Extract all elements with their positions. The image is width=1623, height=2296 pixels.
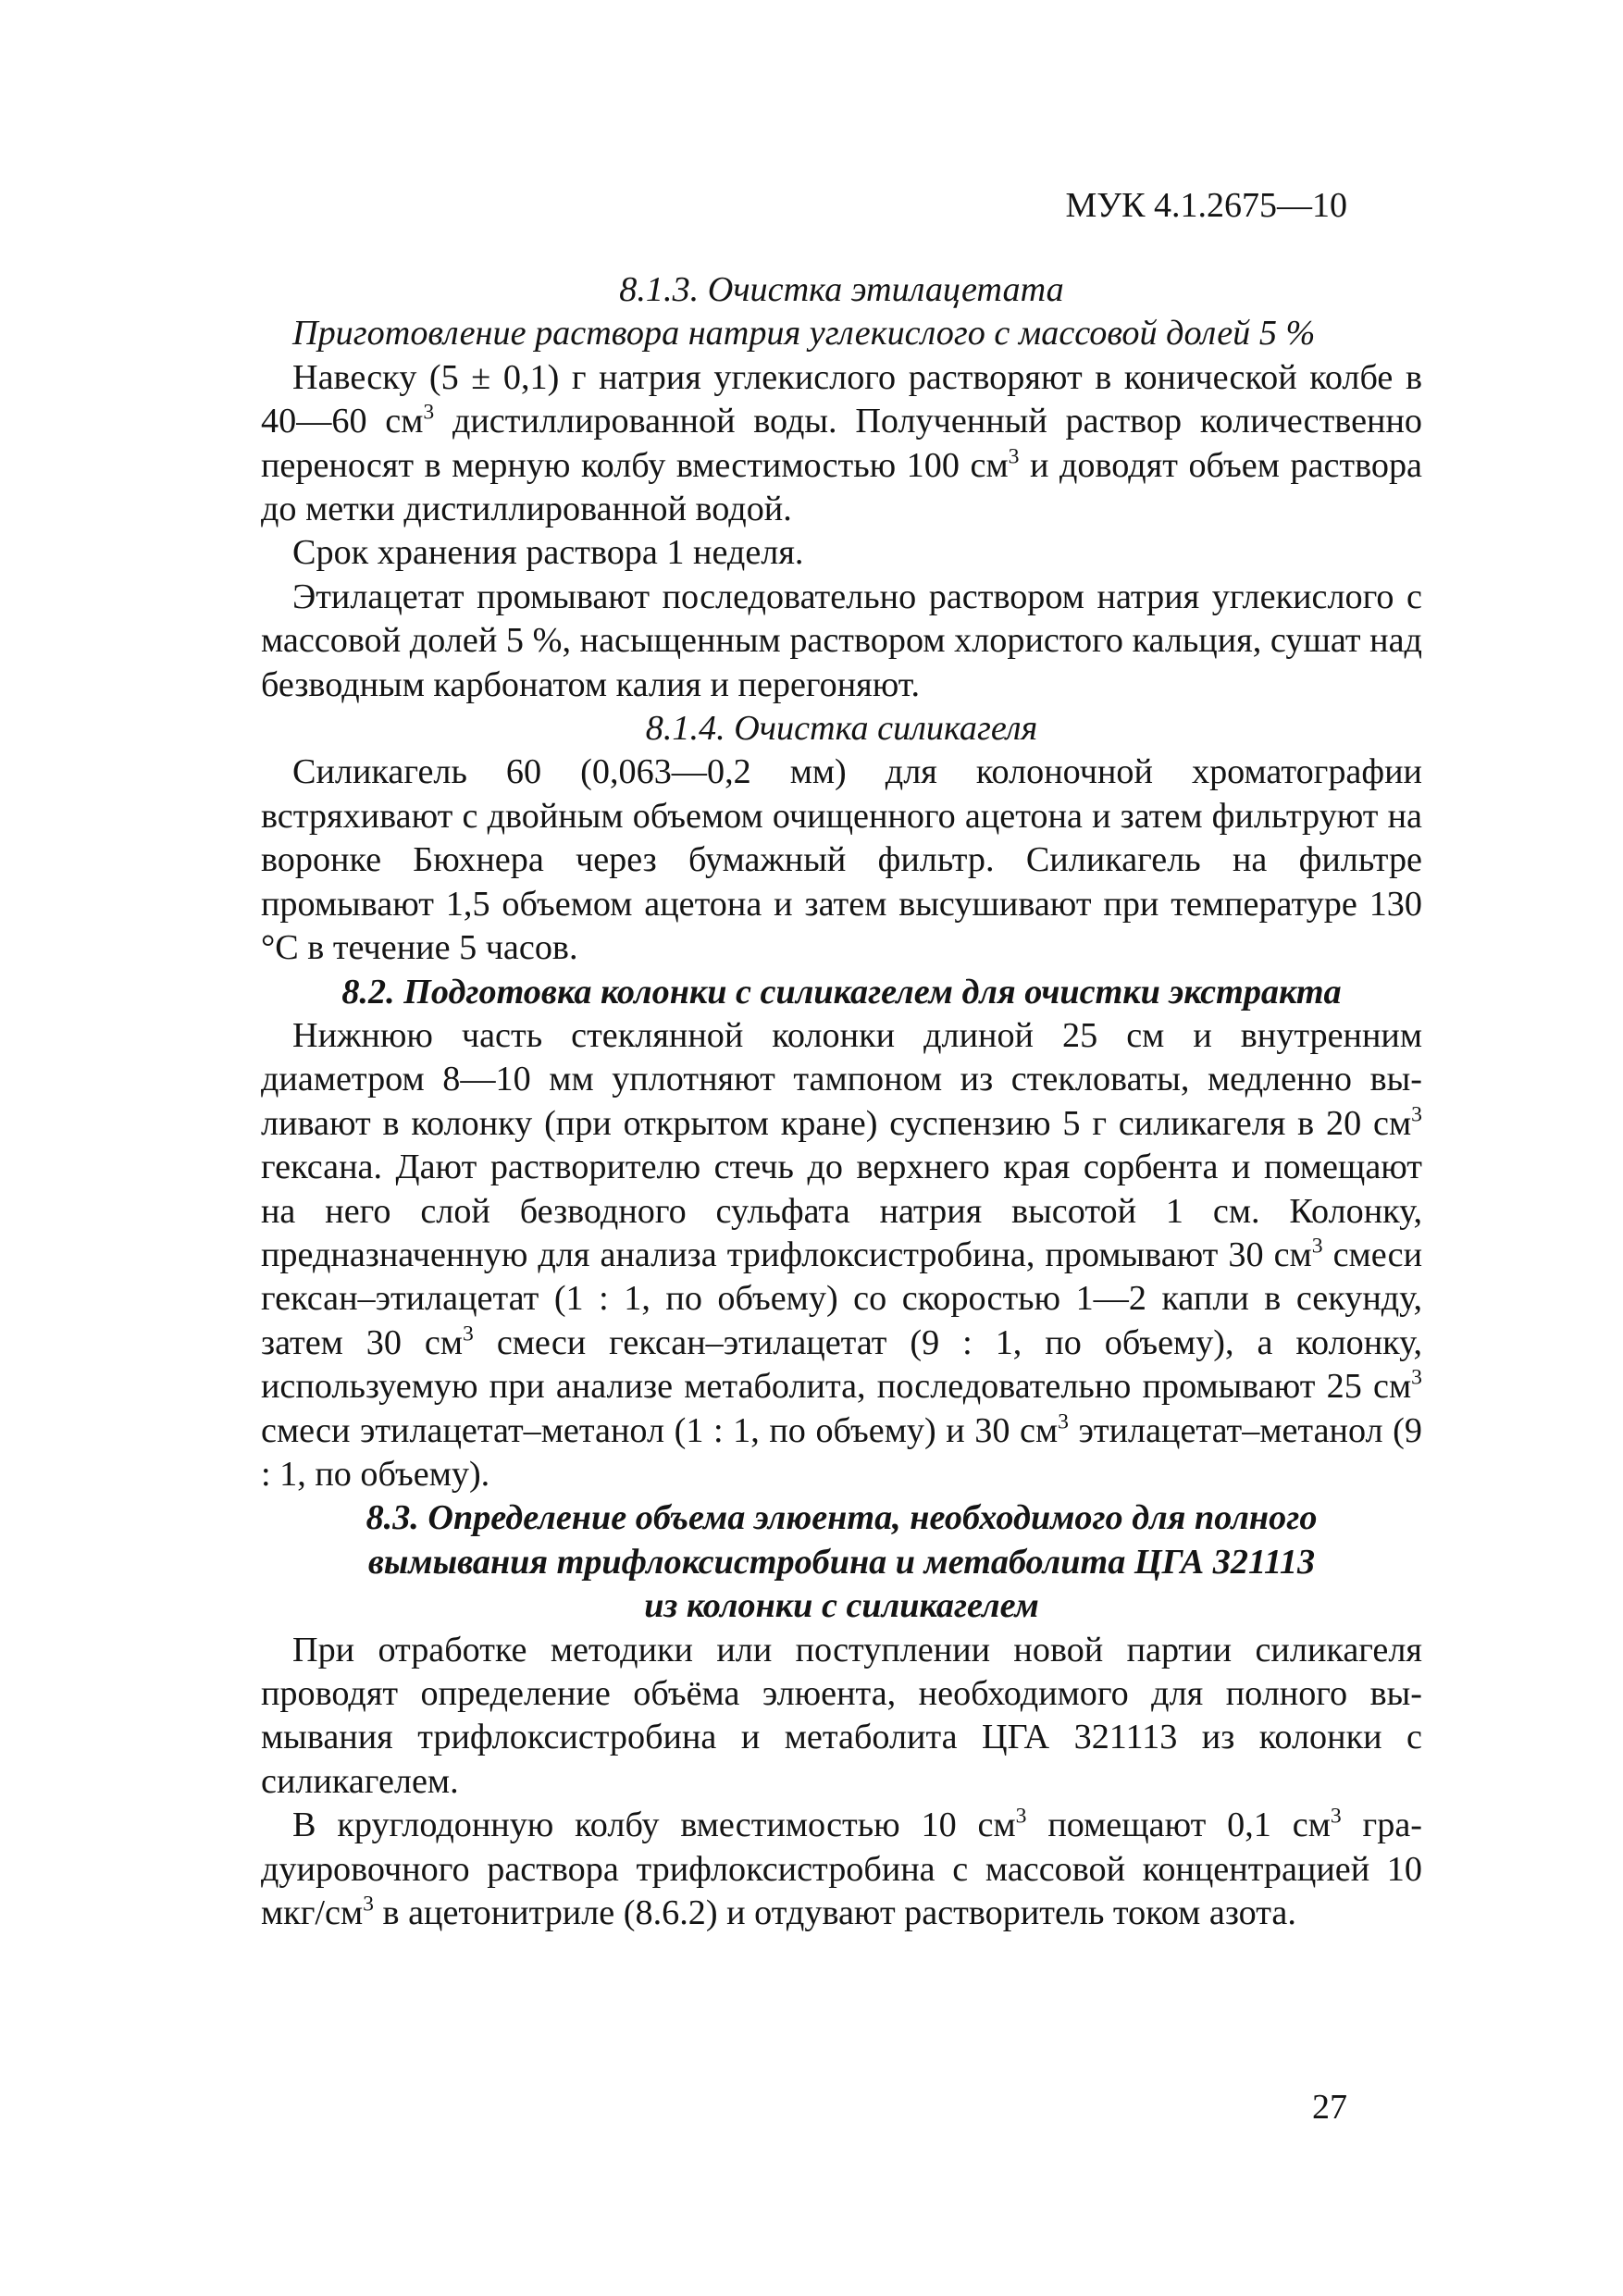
paragraph-round-bottom-flask: В круглодонную колбу вместимостью 10 $см^3$ помещают 0,1 $см^3$ градуировочного раствора трифлоксистробина с массовой концентрацией 10 мкг/$см^3$ в ацетонитриле (8.6.2) и отдувают растворитель током азота. — [261, 1804, 1422, 1933]
document-code: МУК 4.1.2675—10 — [1065, 186, 1347, 225]
heading-8-3: 8.3. Определение объема элюента, необходимого для полного вымывания трифлоксистробина и метаболита ЦГА 321113 из колонки с силикагелем — [365, 1498, 1318, 1626]
heading-8-2: 8.2. Подготовка колонки с силикагелем для очистки экстракта — [341, 972, 1342, 1011]
heading-solution-preparation: Приготовление раствора натрия углекислого с массовой долей 5 % — [292, 314, 1316, 354]
paragraph-sodium-carbonate-weighing: Навеску (5 ± 0,1) г натрия углекислого растворяют в конической колбе в 40—60 $см^3$ дистиллированной воды. Полученный раствор количественно переносят в мерную колбу вместимостью 100 $см^3$ и доводят объем раствора до метки дистиллированной водой. — [261, 357, 1422, 529]
paragraph-storage-time: Срок хранения раствора 1 неделя. — [292, 533, 804, 573]
page-number: 27 — [1312, 2088, 1347, 2127]
paragraph-column-preparation: Нижнюю часть стеклянной колонки длиной 25 см и внутренним диаметром 8—10 мм уплотняют тампоном из стекловаты, медленно выливают в колонку (при открытом кране) суспензию 5 г силикагеля в 20 $см^3$ гексана. Дают растворителю стечь до верхнего края сорбента и помещают на него слой безводного сульфата натрия высотой 1 см. Колонку, предназначенную для анализа трифлоксистробина, промывают 30 $см^3$ смеси гексан–этилацетат (1 : 1, по объему) со скоростью 1—2 капли в секунду, затем 30 $см^3$ смеси гексан–этилацетат (9 : 1, по объему), а колонку, используемую при анализе метаболита, последовательно промывают 25 $см^3$ смеси этилацетат–метанол (1 : 1, по объему) и 30 $см^3$ этилацетат–метанол (9 : 1, по объему). — [261, 1015, 1423, 1494]
heading-8-1-4: 8.1.4. Очистка силикагеля — [645, 709, 1038, 749]
page-content — [261, 268, 1422, 1935]
paragraph-eluent-volume: При отработке методики или поступлении новой партии силикагеля проводят определение объёма элюента, необходимого для полного вымывания трифлоксистробина и метаболита ЦГА 321113 из колонки с силикагелем. — [261, 1630, 1422, 1801]
paragraph-ethyl-acetate-washing: Этилацетат промывают последовательно раствором натрия углекислого с массовой долей 5 %, насыщенным раствором хлористого кальция, сушат над безводным карбонатом калия и перегоняют. — [261, 577, 1422, 704]
heading-8-1-3: 8.1.3. Очистка этилацетата — [619, 270, 1064, 309]
paragraph-silica-gel-purification: Силикагель 60 (0,063—0,2 мм) для колоночной хроматографии встряхивают с двойным объемом очищенного ацетона и затем фильтруют на воронке Бюхнера через бумажный фильтр. Силикагель на фильтре промывают 1,5 объемом ацетона и затем высушивают при температуре 130 °С в течение 5 часов. — [261, 752, 1422, 968]
